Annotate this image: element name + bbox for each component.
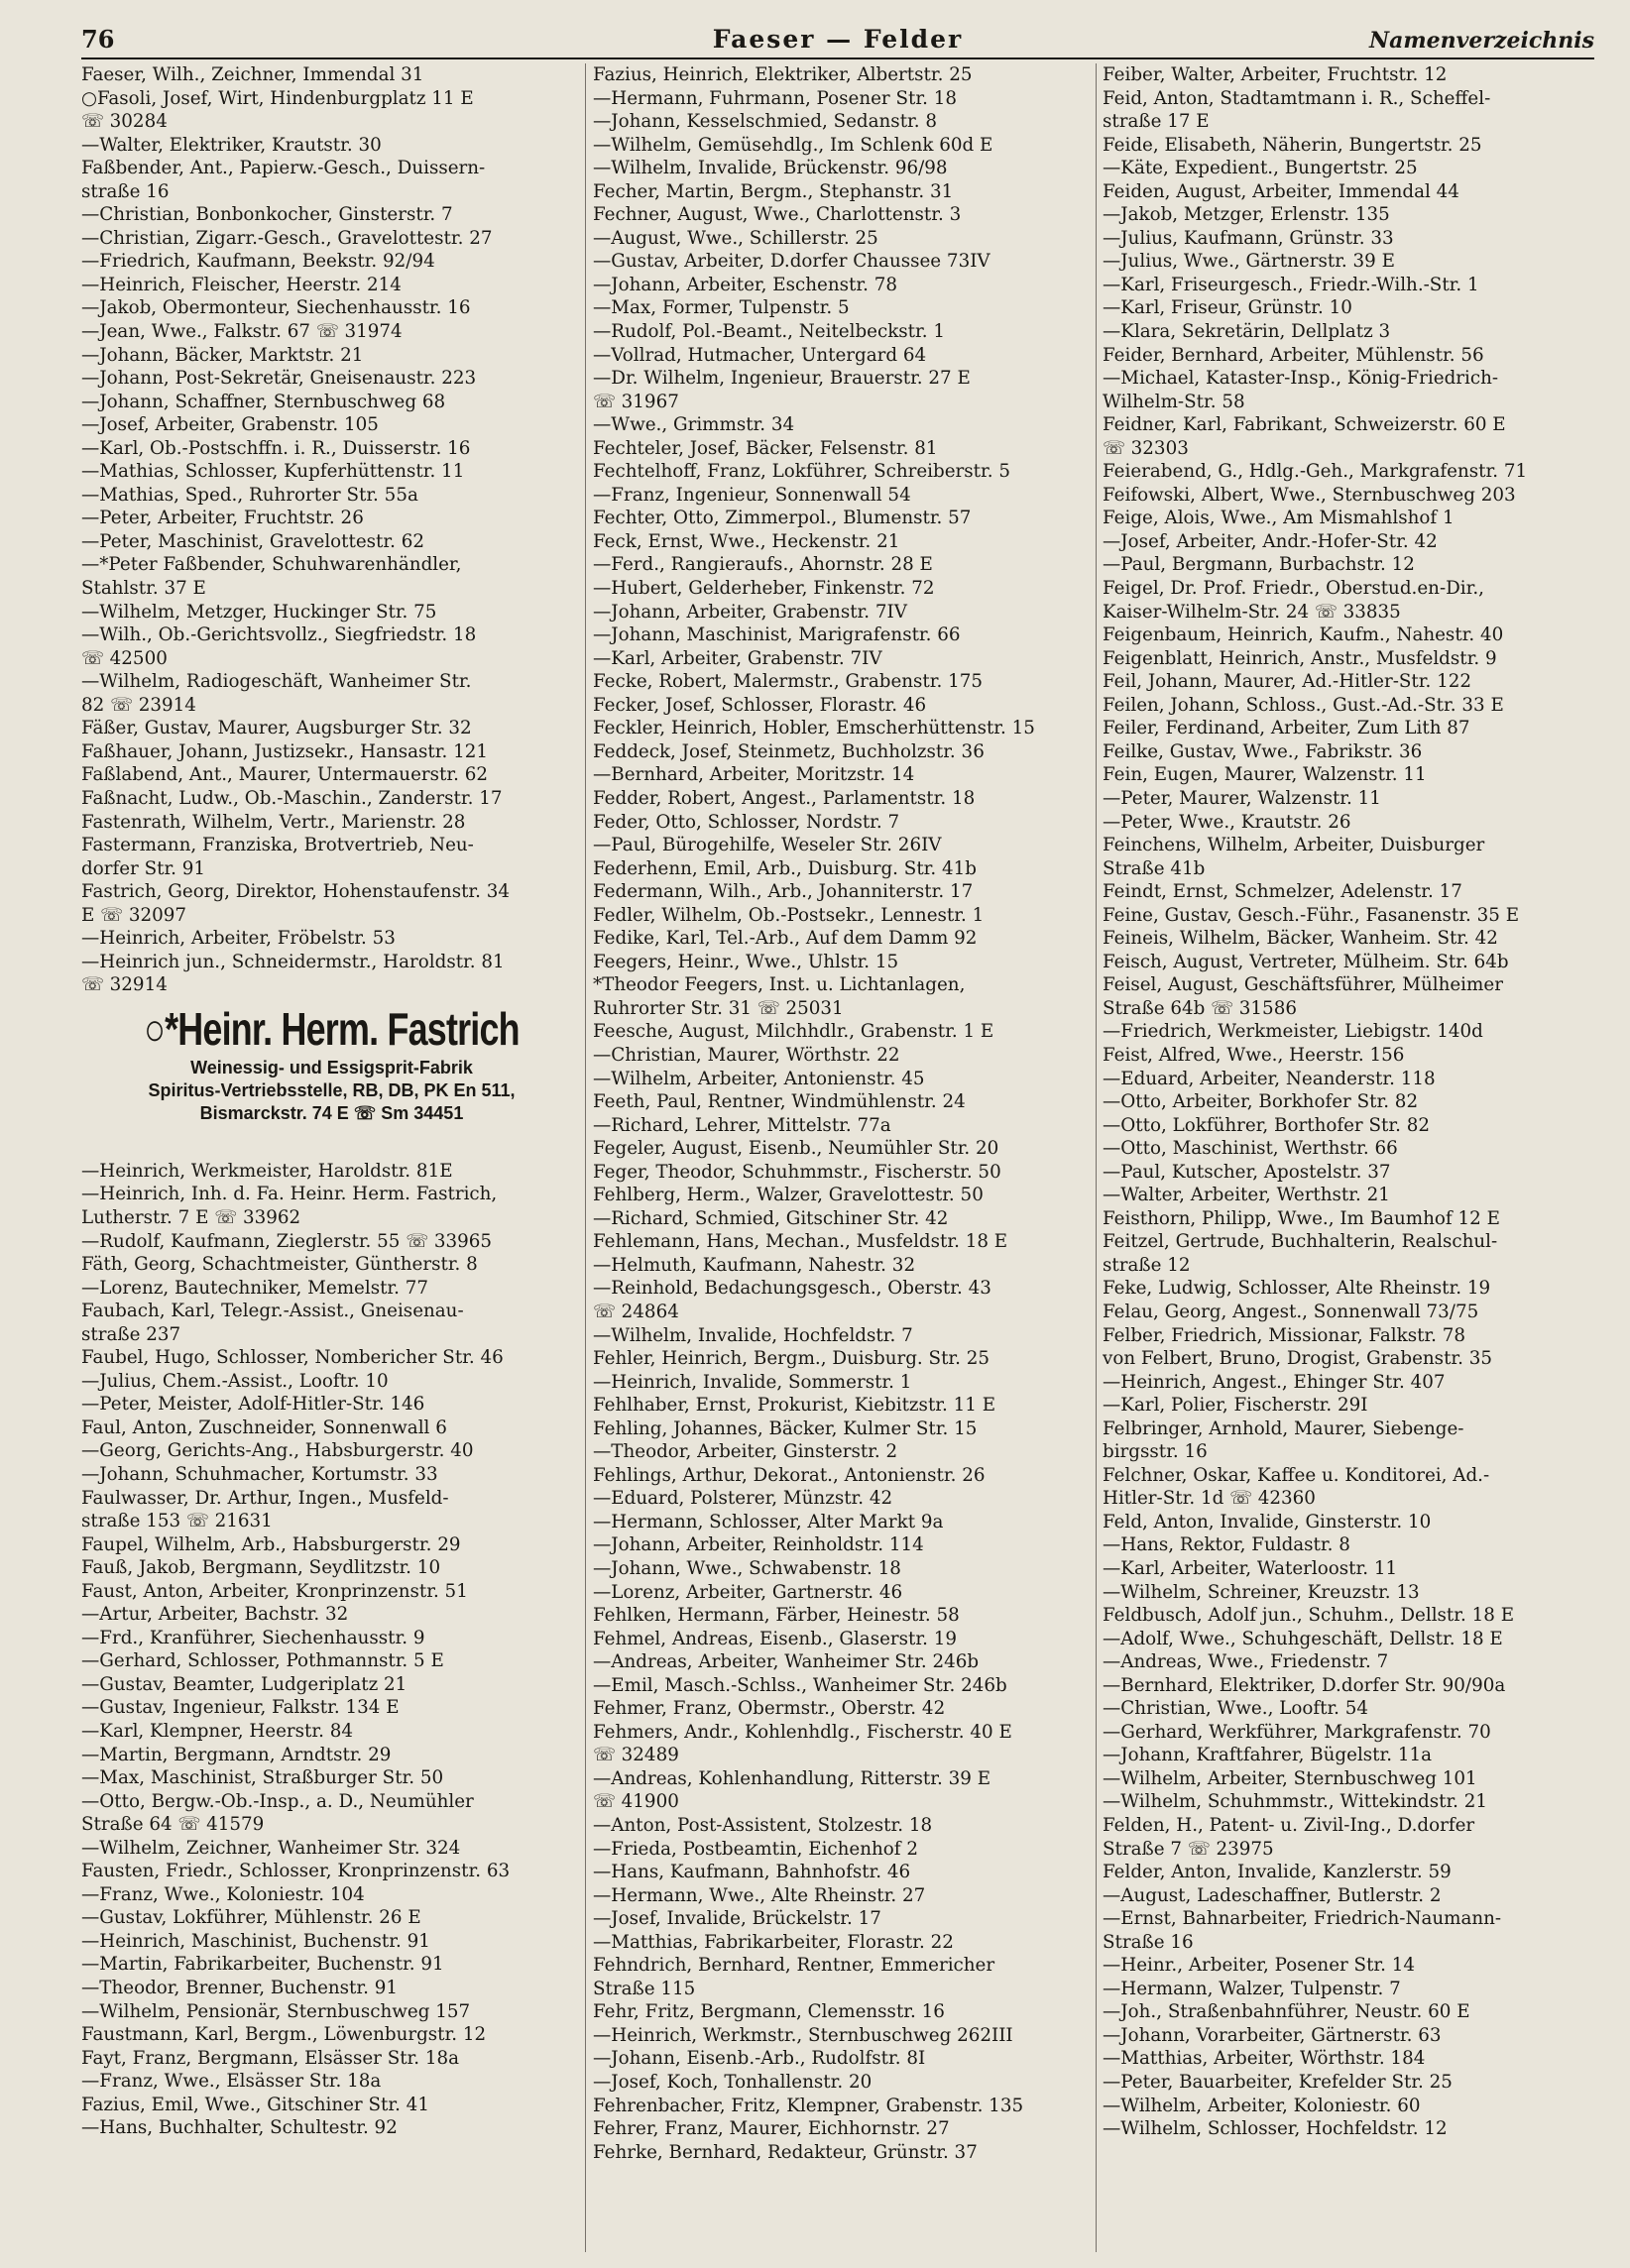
directory-entry-line: ☏ 24864: [593, 1301, 679, 1322]
directory-entry-line: —Gustav, Lokführer, Mühlenstr. 26 E: [81, 1907, 421, 1929]
ad-line: Bismarckstr. 74 E ☏ Sm 34451: [199, 1102, 464, 1123]
directory-entry-line: Feilke, Gustav, Wwe., Fabrikstr. 36: [1103, 740, 1423, 762]
directory-entry-line: —Karl, Klempner, Heerstr. 84: [81, 1721, 354, 1742]
directory-entry-line: Feider, Bernhard, Arbeiter, Mühlenstr. 56: [1103, 344, 1484, 366]
directory-entry-line: —Artur, Arbeiter, Bachstr. 32: [81, 1604, 349, 1626]
directory-entry-line: Fecher, Martin, Bergm., Stephanstr. 31: [593, 180, 954, 202]
directory-entry-line: —Michael, Kataster-Insp., König-Friedrich-: [1103, 368, 1499, 390]
directory-entry-line: —Andreas, Arbeiter, Wanheimer Str. 246b: [593, 1651, 980, 1673]
directory-entry-line: Fausten, Friedr., Schlosser, Kronprinzenstr. 63: [81, 1861, 511, 1882]
directory-entry-line: —Heinrich, Werkmeister, Haroldstr. 81E: [81, 1160, 453, 1182]
directory-entry-line: Feigenblatt, Heinrich, Anstr., Musfeldstr. 9: [1103, 647, 1497, 669]
directory-entry-line: —Dr. Wilhelm, Ingenieur, Brauerstr. 27 E: [593, 368, 971, 390]
directory-entry-line: —Johann, Schaffner, Sternbuschweg 68: [81, 391, 446, 412]
directory-entry-line: —Otto, Arbeiter, Borkhofer Str. 82: [1103, 1091, 1419, 1113]
directory-entry-line: Feldbusch, Adolf jun., Schuhm., Dellstr. 18 E: [1103, 1605, 1515, 1627]
directory-entry-line: Faust, Anton, Arbeiter, Kronprinzenstr. 51: [81, 1580, 468, 1602]
directory-entry-line: —Frd., Kranführer, Siechenhausstr. 9: [81, 1627, 425, 1648]
directory-entry-line: Fehlhaber, Ernst, Prokurist, Kiebitzstr. 11 E: [593, 1395, 996, 1417]
directory-entry-line: Feigel, Dr. Prof. Friedr., Oberstud.en-Dir.,: [1103, 578, 1484, 600]
directory-entry-line: —Friedrich, Werkmeister, Liebigstr. 140d: [1103, 1021, 1483, 1043]
directory-entry-line: Feide, Elisabeth, Näherin, Bungertstr. 25: [1103, 134, 1482, 156]
directory-entry-line: 82 ☏ 23914: [81, 694, 196, 716]
directory-entry-line: Feger, Theodor, Schuhmmstr., Fischerstr. 50: [593, 1161, 1001, 1183]
directory-entry-line: —Heinrich, Arbeiter, Fröbelstr. 53: [81, 928, 396, 950]
directory-entry-line: birgsstr. 16: [1103, 1441, 1208, 1463]
directory-entry-line: —Johann, Eisenb.-Arb., Rudolfstr. 8I: [593, 2048, 926, 2070]
directory-entry-line: —Johann, Schuhmacher, Kortumstr. 33: [81, 1463, 438, 1485]
directory-entry-line: —Walter, Elektriker, Krautstr. 30: [81, 134, 382, 156]
directory-entry-line: —Peter, Wwe., Krautstr. 26: [1103, 811, 1351, 833]
directory-entry-line: Feilen, Johann, Schloss., Gust.-Ad.-Str. 33 E: [1103, 694, 1504, 716]
directory-entry-line: —Wwe., Grimmstr. 34: [593, 414, 795, 436]
directory-entry-line: —Richard, Schmied, Gitschiner Str. 42: [593, 1207, 949, 1229]
directory-entry-line: —Peter, Maurer, Walzenstr. 11: [1103, 787, 1381, 809]
directory-entry-line: —Paul, Bergmann, Burbachstr. 12: [1103, 554, 1415, 576]
directory-entry-line: Ruhrorter Str. 31 ☏ 25031: [593, 997, 844, 1019]
directory-entry-line: —Anton, Post-Assistent, Stolzestr. 18: [593, 1815, 933, 1837]
directory-entry-line: Fäßer, Gustav, Maurer, Augsburger Str. 32: [81, 718, 472, 739]
directory-entry-line: ☏ 41900: [593, 1791, 679, 1813]
directory-entry-line: straße 12: [1103, 1254, 1191, 1276]
directory-entry-line: —Joh., Straßenbahnführer, Neustr. 60 E: [1103, 2001, 1470, 2023]
directory-entry-line: —Otto, Maschinist, Werthstr. 66: [1103, 1138, 1398, 1160]
directory-entry-line: Felber, Friedrich, Missionar, Falkstr. 78: [1103, 1324, 1466, 1346]
directory-entry-line: Fehmer, Franz, Obermstr., Oberstr. 42: [593, 1698, 946, 1720]
directory-entry-line: —Peter, Arbeiter, Fruchtstr. 26: [81, 508, 364, 529]
directory-entry-line: —Julius, Chem.-Assist., Looftr. 10: [81, 1370, 389, 1392]
directory-entry-line: Straße 64 ☏ 41579: [81, 1814, 265, 1836]
directory-entry-line: Faupel, Wilhelm, Arb., Habsburgerstr. 29: [81, 1533, 461, 1555]
directory-entry-line: Fein, Eugen, Maurer, Walzenstr. 11: [1103, 764, 1427, 786]
directory-entry-line: Feil, Johann, Maurer, Ad.-Hitler-Str. 122: [1103, 671, 1472, 693]
directory-entry-line: —Johann, Arbeiter, Eschenstr. 78: [593, 274, 897, 295]
directory-entry-line: —Adolf, Wwe., Schuhgeschäft, Dellstr. 18 E: [1103, 1628, 1503, 1649]
directory-entry-line: —Max, Former, Tulpenstr. 5: [593, 297, 850, 319]
directory-entry-line: —Johann, Maschinist, Marigrafenstr. 66: [593, 624, 961, 646]
directory-entry-line: Faubel, Hugo, Schlosser, Nombericher Str. 46: [81, 1347, 504, 1369]
directory-entry-line: —Julius, Wwe., Gärtnerstr. 39 E: [1103, 251, 1395, 273]
ad-company-name: ○*Heinr. Herm. Fastrich: [144, 1002, 520, 1055]
directory-entry-line: —Christian, Wwe., Looftr. 54: [1103, 1698, 1369, 1720]
section-title: Namenverzeichnis: [1369, 28, 1594, 54]
directory-entry-line: —Peter, Meister, Adolf-Hitler-Str. 146: [81, 1394, 425, 1416]
directory-entry-line: straße 153 ☏ 21631: [81, 1511, 273, 1532]
directory-entry-line: Felden, H., Patent- u. Zivil-Ing., D.dorfer: [1103, 1815, 1475, 1837]
ad-line: Weinessig- und Essigsprit-Fabrik: [190, 1057, 473, 1077]
directory-entry-line: —Christian, Bonbonkocher, Ginsterstr. 7: [81, 204, 453, 226]
directory-entry-line: —Heinrich, Invalide, Sommerstr. 1: [593, 1371, 912, 1393]
directory-entry-line: —Karl, Ob.-Postschffn. i. R., Duisserstr. 16: [81, 437, 471, 459]
directory-entry-line: Fecker, Josef, Schlosser, Florastr. 46: [593, 694, 927, 716]
directory-entry-line: —Heinrich, Werkmstr., Sternbuschweg 262III: [593, 2024, 1013, 2046]
directory-entry-line: —Andreas, Kohlenhandlung, Ritterstr. 39 E: [593, 1767, 991, 1789]
directory-entry-line: Faul, Anton, Zuschneider, Sonnenwall 6: [81, 1417, 447, 1438]
directory-entry-line: Fehmel, Andreas, Eisenb., Glaserstr. 19: [593, 1628, 957, 1649]
directory-entry-line: —Karl, Arbeiter, Grabenstr. 7IV: [593, 647, 882, 669]
directory-entry-line: —Heinrich, Fleischer, Heerstr. 214: [81, 274, 402, 295]
directory-entry-line: —Rudolf, Pol.-Beamt., Neitelbeckstr. 1: [593, 321, 946, 343]
directory-entry-line: Feesche, August, Milchhdlr., Grabenstr. 1 E: [593, 1021, 994, 1043]
directory-entry-line: Faßhauer, Johann, Justizsekr., Hansastr. 121: [81, 740, 488, 762]
directory-entry-line: —Karl, Arbeiter, Waterloostr. 11: [1103, 1558, 1398, 1579]
directory-entry-line: Feiber, Walter, Arbeiter, Fruchtstr. 12: [1103, 64, 1448, 85]
directory-entry-line: —Paul, Kutscher, Apostelstr. 37: [1103, 1161, 1391, 1183]
directory-entry-line: Feige, Alois, Wwe., Am Mismahlshof 1: [1103, 508, 1455, 529]
directory-entry-line: ☏ 32914: [81, 974, 168, 996]
directory-entry-line: Fehrer, Franz, Maurer, Eichhornstr. 27: [593, 2118, 950, 2140]
directory-entry-line: Faulwasser, Dr. Arthur, Ingen., Musfeld-: [81, 1487, 449, 1509]
directory-entry-line: —Josef, Arbeiter, Grabenstr. 105: [81, 414, 379, 436]
directory-entry-line: Fehlemann, Hans, Mechan., Musfeldstr. 18 E: [593, 1231, 1008, 1253]
directory-entry-line: Straße 64b ☏ 31586: [1103, 997, 1297, 1019]
directory-entry-line: Fehr, Fritz, Bergmann, Clemensstr. 16: [593, 2001, 945, 2023]
directory-entry-line: —Reinhold, Bedachungsgesch., Oberstr. 43: [593, 1278, 991, 1300]
directory-entry-line: —Johann, Post-Sekretär, Gneisenaustr. 223: [81, 368, 477, 390]
directory-entry-line: —Wilhelm, Zeichner, Wanheimer Str. 324: [81, 1837, 461, 1859]
directory-entry-line: Felder, Anton, Invalide, Kanzlerstr. 59: [1103, 1862, 1452, 1883]
directory-entry-line: Fehlings, Arthur, Dekorat., Antonienstr. 26: [593, 1464, 986, 1486]
column-1-entries-top: [81, 63, 582, 997]
directory-entry-line: Fastermann, Franziska, Brotvertrieb, Neu-: [81, 835, 474, 856]
directory-entry-line: Feindt, Ernst, Schmelzer, Adelenstr. 17: [1103, 881, 1462, 903]
directory-entry-line: —Lorenz, Bautechniker, Memelstr. 77: [81, 1277, 429, 1299]
directory-entry-line: Feiler, Ferdinand, Arbeiter, Zum Lith 87: [1103, 718, 1470, 739]
directory-entry-line: Feidner, Karl, Fabrikant, Schweizerstr. 60 E: [1103, 414, 1506, 436]
directory-entry-line: Fayt, Franz, Bergmann, Elsässer Str. 18a: [81, 2047, 460, 2069]
directory-entry-line: ☏ 30284: [81, 111, 168, 133]
directory-entry-line: —Wilhelm, Invalide, Brückenstr. 96/98: [593, 158, 948, 179]
directory-entry-line: —Eduard, Polsterer, Münzstr. 42: [593, 1488, 893, 1510]
directory-entry-line: —Wilhelm, Invalide, Hochfeldstr. 7: [593, 1324, 913, 1346]
directory-entry-line: —Christian, Zigarr.-Gesch., Gravelottestr. 27: [81, 227, 493, 249]
directory-entry-line: Feifowski, Albert, Wwe., Sternbuschweg 203: [1103, 484, 1516, 506]
directory-entry-line: —Josef, Arbeiter, Andr.-Hofer-Str. 42: [1103, 530, 1438, 552]
directory-entry-line: Feddeck, Josef, Steinmetz, Buchholzstr. 36: [593, 740, 985, 762]
directory-entry-line: Feke, Ludwig, Schlosser, Alte Rheinstr. 19: [1103, 1278, 1491, 1300]
page-header: [81, 22, 1594, 59]
directory-entry-line: —Andreas, Wwe., Friedenstr. 7: [1103, 1651, 1389, 1673]
directory-entry-line: —Hermann, Schlosser, Alter Markt 9a: [593, 1511, 944, 1532]
directory-entry-line: —Frieda, Postbeamtin, Eichenhof 2: [593, 1838, 919, 1860]
directory-entry-line: —Mathias, Sped., Ruhrorter Str. 55a: [81, 484, 418, 506]
directory-entry-line: Faeser, Wilh., Zeichner, Immendal 31: [81, 64, 424, 85]
directory-entry-line: Feisthorn, Philipp, Wwe., Im Baumhof 12 E: [1103, 1207, 1500, 1229]
directory-entry-line: Feegers, Heinr., Wwe., Uhlstr. 15: [593, 951, 899, 972]
directory-entry-line: Straße 115: [593, 1978, 696, 1999]
directory-entry-line: —Wilhelm, Radiogeschäft, Wanheimer Str.: [81, 671, 472, 693]
directory-entry-line: Feid, Anton, Stadtamtmann i. R., Scheffel-: [1103, 87, 1491, 109]
directory-entry-line: dorfer Str. 91: [81, 857, 206, 879]
directory-entry-line: —Jean, Wwe., Falkstr. 67 ☏ 31974: [81, 321, 403, 343]
directory-entry-line: —Wilh., Ob.-Gerichtsvollz., Siegfriedstr. 18: [81, 624, 477, 646]
directory-entry-line: —Gerhard, Werkführer, Markgrafenstr. 70: [1103, 1721, 1491, 1743]
directory-entry-line: —Matthias, Arbeiter, Wörthstr. 184: [1103, 2048, 1426, 2070]
directory-entry-line: —Johann, Bäcker, Marktstr. 21: [81, 344, 364, 366]
directory-entry-line: —Hans, Kaufmann, Bahnhofstr. 46: [593, 1862, 911, 1883]
directory-entry-line: —Karl, Friseurgesch., Friedr.-Wilh.-Str. 1: [1103, 274, 1479, 295]
directory-entry-line: Feisel, August, Geschäftsführer, Mülheimer: [1103, 974, 1503, 996]
column-divider: [585, 63, 586, 2252]
directory-entry-line: —Gustav, Ingenieur, Falkstr. 134 E: [81, 1697, 400, 1719]
directory-entry-line: Fehlberg, Herm., Walzer, Gravelottestr. 50: [593, 1185, 984, 1206]
directory-entry-line: —Johann, Kraftfahrer, Bügelstr. 11a: [1103, 1745, 1433, 1766]
directory-entry-line: —Hermann, Wwe., Alte Rheinstr. 27: [593, 1884, 926, 1906]
directory-entry-line: Faubach, Karl, Telegr.-Assist., Gneisenau-: [81, 1301, 464, 1322]
directory-entry-line: —Otto, Lokführer, Borthofer Str. 82: [1103, 1114, 1430, 1136]
directory-entry-line: Fechner, August, Wwe., Charlottenstr. 3: [593, 204, 962, 226]
directory-entry-line: —Eduard, Arbeiter, Neanderstr. 118: [1103, 1068, 1436, 1089]
directory-entry-line: Feck, Ernst, Wwe., Heckenstr. 21: [593, 530, 900, 552]
directory-entry-line: Fazius, Heinrich, Elektriker, Albertstr. 25: [593, 64, 973, 85]
directory-entry-line: Fehmers, Andr., Kohlenhdlg., Fischerstr. 40 E: [593, 1721, 1012, 1743]
directory-entry-line: —Matthias, Fabrikarbeiter, Florastr. 22: [593, 1931, 954, 1953]
directory-entry-line: Fechtelhoff, Franz, Lokführer, Schreiberstr. 5: [593, 461, 1010, 483]
directory-entry-line: —Wilhelm, Schlosser, Hochfeldstr. 12: [1103, 2118, 1448, 2140]
directory-entry-line: Fehndrich, Bernhard, Rentner, Emmericher: [593, 1955, 995, 1977]
directory-entry-line: Feigenbaum, Heinrich, Kaufm., Nahestr. 40: [1103, 624, 1504, 646]
directory-entry-line: von Felbert, Bruno, Drogist, Grabenstr. 35: [1103, 1348, 1493, 1370]
directory-entry-line: —Wilhelm, Arbeiter, Antonienstr. 45: [593, 1068, 925, 1089]
directory-entry-line: —Christian, Maurer, Wörthstr. 22: [593, 1044, 900, 1066]
directory-entry-line: Fehling, Johannes, Bäcker, Kulmer Str. 15: [593, 1418, 978, 1439]
directory-entry-line: —Martin, Bergmann, Arndtstr. 29: [81, 1744, 392, 1765]
directory-entry-line: —Vollrad, Hutmacher, Untergard 64: [593, 344, 927, 366]
directory-entry-line: Felau, Georg, Angest., Sonnenwall 73/75: [1103, 1301, 1479, 1322]
directory-entry-line: —Wilhelm, Metzger, Huckinger Str. 75: [81, 601, 437, 623]
directory-entry-line: —Wilhelm, Schuhmmstr., Wittekindstr. 21: [1103, 1791, 1488, 1813]
directory-entry-line: straße 16: [81, 180, 170, 202]
directory-entry-line: —Ernst, Bahnarbeiter, Friedrich-Naumann-: [1103, 1908, 1502, 1930]
directory-entry-line: Fehrenbacher, Fritz, Klempner, Grabenstr. 135: [593, 2095, 1024, 2116]
directory-entry-line: —Emil, Masch.-Schlss., Wanheimer Str. 246b: [593, 1674, 1007, 1696]
directory-entry-line: —Hubert, Gelderheber, Finkenstr. 72: [593, 578, 935, 600]
directory-entry-line: —Käte, Expedient., Bungertstr. 25: [1103, 158, 1418, 179]
directory-entry-line: Fedler, Wilhelm, Ob.-Postsekr., Lennestr. 1: [593, 904, 985, 926]
directory-entry-line: —*Peter Faßbender, Schuhwarenhändler,: [81, 554, 462, 576]
directory-entry-line: Fedike, Karl, Tel.-Arb., Auf dem Damm 92: [593, 928, 978, 950]
directory-entry-line: —Heinrich jun., Schneidermstr., Haroldstr. 81: [81, 951, 505, 972]
directory-entry-line: —Heinrich, Maschinist, Buchenstr. 91: [81, 1930, 430, 1952]
directory-entry-line: —Johann, Arbeiter, Reinholdstr. 114: [593, 1534, 924, 1556]
column-2: [593, 63, 1099, 2164]
directory-entry-line: Feine, Gustav, Gesch.-Führ., Fasanenstr. 35 E: [1103, 904, 1520, 926]
directory-entry-line: Feisch, August, Vertreter, Mülheim. Str. 64b: [1103, 951, 1509, 972]
directory-entry-line: Feld, Anton, Invalide, Ginsterstr. 10: [1103, 1511, 1432, 1532]
directory-entry-line: Fehler, Heinrich, Bergm., Duisburg. Str. 25: [593, 1348, 990, 1370]
ad-line: Spiritus-Vertriebsstelle, RB, DB, PK En 511,: [148, 1079, 516, 1100]
directory-entry-line: Fastrich, Georg, Direktor, Hohenstaufenstr. 34: [81, 881, 511, 903]
directory-entry-line: —Lorenz, Arbeiter, Gartnerstr. 46: [593, 1581, 903, 1603]
directory-entry-line: —Hermann, Fuhrmann, Posener Str. 18: [593, 87, 957, 109]
directory-entry-line: —Klara, Sekretärin, Dellplatz 3: [1103, 321, 1391, 343]
directory-entry-line: ☏ 31967: [593, 391, 679, 412]
directory-entry-line: —Otto, Bergw.-Ob.-Insp., a. D., Neumühler: [81, 1790, 474, 1812]
directory-entry-line: —Walter, Arbeiter, Werthstr. 21: [1103, 1185, 1390, 1206]
directory-entry-line: Stahlstr. 37 E: [81, 578, 206, 600]
directory-entry-line: —Karl, Friseur, Grünstr. 10: [1103, 297, 1352, 319]
directory-entry-line: Feckler, Heinrich, Hobler, Emscherhüttenstr. 15: [593, 718, 1035, 739]
directory-entry-line: E ☏ 32097: [81, 904, 186, 926]
directory-entry-line: —Wilhelm, Schreiner, Kreuzstr. 13: [1103, 1581, 1420, 1603]
directory-entry-line: Federhenn, Emil, Arb., Duisburg. Str. 41b: [593, 857, 977, 879]
directory-entry-line: Fechteler, Josef, Bäcker, Felsenstr. 81: [593, 437, 938, 459]
directory-entry-line: Feinchens, Wilhelm, Arbeiter, Duisburger: [1103, 835, 1485, 856]
directory-entry-line: Fegeler, August, Eisenb., Neumühler Str. 20: [593, 1138, 999, 1160]
directory-entry-line: Faßbender, Ant., Papierw.-Gesch., Duissern-: [81, 158, 486, 179]
directory-entry-line: Faßnacht, Ludw., Ob.-Maschin., Zanderstr. 17: [81, 787, 503, 809]
directory-entry-line: —Karl, Polier, Fischerstr. 29I: [1103, 1395, 1368, 1417]
column-3: [1103, 63, 1608, 2141]
directory-entry-line: —Peter, Bauarbeiter, Krefelder Str. 25: [1103, 2072, 1453, 2094]
directory-entry-line: Wilhelm-Str. 58: [1103, 391, 1245, 412]
directory-entry-line: Felchner, Oskar, Kaffee u. Konditorei, Ad.-: [1103, 1464, 1490, 1486]
directory-entry-line: ☏ 32489: [593, 1745, 679, 1766]
directory-entry-line: Feierabend, G., Hdlg.-Geh., Markgrafenstr. 71: [1103, 461, 1528, 483]
directory-entry-line: —Wilhelm, Pensionär, Sternbuschweg 157: [81, 2000, 471, 2022]
directory-entry-line: —Wilhelm, Gemüsehdlg., Im Schlenk 60d E: [593, 134, 993, 156]
directory-entry-line: —Hans, Buchhalter, Schultestr. 92: [81, 2117, 398, 2139]
directory-entry-line: Fazius, Emil, Wwe., Gitschiner Str. 41: [81, 2094, 429, 2115]
directory-entry-line: —Hermann, Walzer, Tulpenstr. 7: [1103, 1978, 1401, 1999]
column-1-entries-bottom: [81, 1160, 582, 2140]
directory-entry-line: —Heinrich, Angest., Ehinger Str. 407: [1103, 1371, 1446, 1393]
directory-entry-line: Feiden, August, Arbeiter, Immendal 44: [1103, 180, 1459, 202]
directory-entry-line: *Theodor Feegers, Inst. u. Lichtanlagen,: [593, 974, 966, 996]
directory-entry-line: —Martin, Fabrikarbeiter, Buchenstr. 91: [81, 1954, 444, 1976]
directory-entry-line: Straße 7 ☏ 23975: [1103, 1838, 1274, 1860]
directory-entry-line: —Gustav, Beamter, Ludgeriplatz 21: [81, 1673, 408, 1695]
directory-entry-line: Fehlken, Hermann, Färber, Heinestr. 58: [593, 1605, 960, 1627]
directory-entry-line: Federmann, Wilh., Arb., Johanniterstr. 17: [593, 881, 974, 903]
directory-entry-line: —August, Wwe., Schillerstr. 25: [593, 227, 878, 249]
directory-entry-line: —Franz, Ingenieur, Sonnenwall 54: [593, 484, 911, 506]
directory-entry-line: ○Fasoli, Josef, Wirt, Hindenburgplatz 11 E: [81, 87, 474, 109]
directory-entry-line: —Heinrich, Inh. d. Fa. Heinr. Herm. Fastrich,: [81, 1184, 498, 1205]
directory-entry-line: —Hans, Rektor, Fuldastr. 8: [1103, 1534, 1350, 1556]
directory-entry-line: —Richard, Lehrer, Mittelstr. 77a: [593, 1114, 891, 1136]
directory-entry-line: —Georg, Gerichts-Ang., Habsburgerstr. 40: [81, 1440, 474, 1462]
directory-entry-line: —Franz, Wwe., Koloniestr. 104: [81, 1883, 365, 1905]
directory-entry-line: ☏ 32303: [1103, 437, 1189, 459]
directory-entry-line: straße 237: [81, 1323, 181, 1345]
running-head: Faeser — Felder: [712, 25, 964, 54]
directory-entry-line: —Franz, Wwe., Elsässer Str. 18a: [81, 2071, 382, 2093]
directory-entry-line: —Paul, Bürogehilfe, Weseler Str. 26IV: [593, 835, 942, 856]
directory-entry-line: —Theodor, Brenner, Buchenstr. 91: [81, 1978, 398, 1999]
directory-entry-line: Feitzel, Gertrude, Buchhalterin, Realschul-: [1103, 1231, 1498, 1253]
directory-entry-line: —Julius, Kaufmann, Grünstr. 33: [1103, 227, 1394, 249]
directory-entry-line: Feineis, Wilhelm, Bäcker, Wanheim. Str. 42: [1103, 928, 1498, 950]
page-number: 76: [81, 25, 115, 54]
advertisement: [81, 1001, 582, 1148]
directory-entry-line: Kaiser-Wilhelm-Str. 24 ☏ 33835: [1103, 601, 1401, 623]
directory-entry-line: Fauß, Jakob, Bergmann, Seydlitzstr. 10: [81, 1557, 441, 1579]
directory-entry-line: Straße 16: [1103, 1931, 1194, 1953]
directory-entry-line: Fehrke, Bernhard, Redakteur, Grünstr. 37: [593, 2141, 978, 2163]
directory-entry-line: —Ferd., Rangieraufs., Ahornstr. 28 E: [593, 554, 933, 576]
directory-entry-line: —Jakob, Obermonteur, Siechenhausstr. 16: [81, 297, 471, 319]
directory-entry-line: straße 17 E: [1103, 111, 1210, 133]
directory-entry-line: —Friedrich, Kaufmann, Beekstr. 92/94: [81, 251, 435, 273]
directory-entry-line: Felbringer, Arnhold, Maurer, Siebenge-: [1103, 1418, 1464, 1439]
directory-entry-line: —Bernhard, Elektriker, D.dorfer Str. 90/90a: [1103, 1674, 1506, 1696]
directory-entry-line: —Johann, Kesselschmied, Sedanstr. 8: [593, 111, 938, 133]
directory-entry-line: —Gerhard, Schlosser, Pothmannstr. 5 E: [81, 1650, 444, 1672]
directory-entry-line: —Mathias, Schlosser, Kupferhüttenstr. 11: [81, 461, 465, 483]
directory-entry-line: Faustmann, Karl, Bergm., Löwenburgstr. 12: [81, 2024, 487, 2046]
column-1: [81, 63, 582, 2140]
directory-entry-line: Feeth, Paul, Rentner, Windmühlenstr. 24: [593, 1091, 966, 1113]
directory-entry-line: Lutherstr. 7 E ☏ 33962: [81, 1206, 301, 1228]
directory-entry-line: —Gustav, Arbeiter, D.dorfer Chaussee 73IV: [593, 251, 990, 273]
directory-entry-line: —Rudolf, Kaufmann, Zieglerstr. 55 ☏ 33965: [81, 1230, 493, 1252]
directory-entry-line: Fastenrath, Wilhelm, Vertr., Marienstr. 28: [81, 811, 466, 833]
directory-entry-line: Fecke, Robert, Malermstr., Grabenstr. 175: [593, 671, 984, 693]
directory-entry-line: Fechter, Otto, Zimmerpol., Blumenstr. 57: [593, 508, 972, 529]
directory-entry-line: —August, Ladeschaffner, Butlerstr. 2: [1103, 1884, 1442, 1906]
directory-entry-line: Hitler-Str. 1d ☏ 42360: [1103, 1488, 1316, 1510]
directory-entry-line: Faßlabend, Ant., Maurer, Untermauerstr. 62: [81, 764, 488, 786]
directory-entry-line: —Josef, Invalide, Brückelstr. 17: [593, 1908, 881, 1930]
directory-entry-line: Straße 41b: [1103, 857, 1206, 879]
directory-entry-line: —Johann, Arbeiter, Grabenstr. 7IV: [593, 601, 907, 623]
directory-entry-line: —Bernhard, Arbeiter, Moritzstr. 14: [593, 764, 915, 786]
directory-entry-line: —Wilhelm, Arbeiter, Sternbuschweg 101: [1103, 1767, 1477, 1789]
directory-entry-line: Fedder, Robert, Angest., Parlamentstr. 18: [593, 787, 976, 809]
directory-entry-line: —Josef, Koch, Tonhallenstr. 20: [593, 2072, 873, 2094]
directory-entry-line: —Johann, Wwe., Schwabenstr. 18: [593, 1558, 901, 1579]
directory-entry-line: —Max, Maschinist, Straßburger Str. 50: [81, 1767, 444, 1789]
directory-entry-line: —Helmuth, Kaufmann, Nahestr. 32: [593, 1254, 916, 1276]
directory-entry-line: —Heinr., Arbeiter, Posener Str. 14: [1103, 1955, 1416, 1977]
directory-entry-line: —Wilhelm, Arbeiter, Koloniestr. 60: [1103, 2095, 1421, 2116]
directory-entry-line: ☏ 42500: [81, 647, 168, 669]
directory-entry-line: Feder, Otto, Schlosser, Nordstr. 7: [593, 811, 900, 833]
directory-entry-line: Fäth, Georg, Schachtmeister, Güntherstr. 8: [81, 1254, 478, 1276]
directory-entry-line: Feist, Alfred, Wwe., Heerstr. 156: [1103, 1044, 1405, 1066]
directory-entry-line: —Johann, Vorarbeiter, Gärtnerstr. 63: [1103, 2024, 1442, 2046]
directory-entry-line: —Jakob, Metzger, Erlenstr. 135: [1103, 204, 1390, 226]
directory-entry-line: —Theodor, Arbeiter, Ginsterstr. 2: [593, 1441, 898, 1463]
directory-entry-line: —Peter, Maschinist, Gravelottestr. 62: [81, 530, 425, 552]
